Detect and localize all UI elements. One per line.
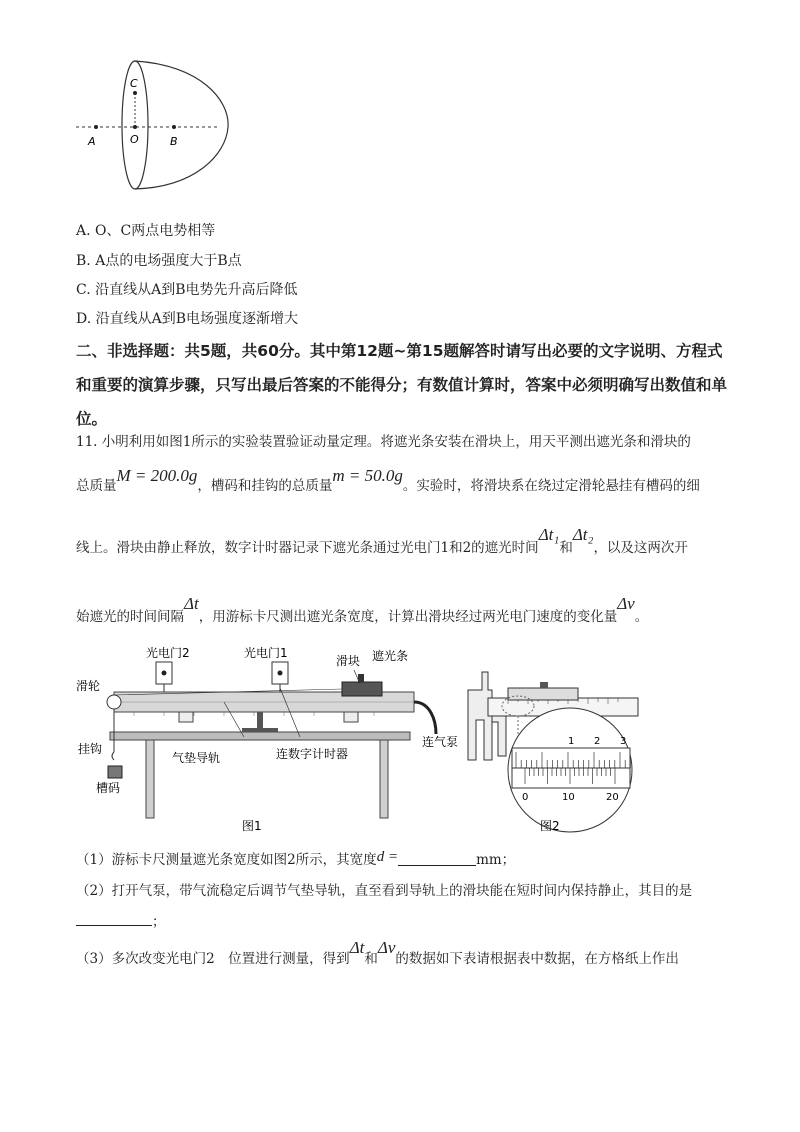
label-C: C [130, 77, 138, 90]
label-A: A [88, 135, 96, 148]
main-tick-label-2: 2 [594, 736, 601, 747]
vernier-tick-label-0: 0 [522, 792, 529, 803]
answer-blank-purpose[interactable] [76, 911, 152, 926]
point-C [133, 91, 137, 95]
point-B [172, 125, 176, 129]
q11-line4: 始遮光的时间间隔Δt，用游标卡尺测出遮光条宽度，计算出滑块经过两光电门速度的变化量Δv。 [76, 594, 649, 625]
point-O [133, 125, 137, 129]
q11-sub2-answer: ； [76, 910, 166, 930]
q11-sub2: （2）打开气泵，带气流稳定后调节气垫导轨，直至看到导轨上的滑块能在短时间内保持静止，其目的是 [76, 883, 693, 899]
label-O: O [130, 133, 139, 146]
label-pump: 连气泵 [422, 735, 459, 749]
figure2-caption: 图2 [540, 819, 560, 833]
hemisphere-surface [135, 61, 228, 189]
option-b: B. A点的电场强度大于B点 [76, 253, 242, 269]
label-gate1: 光电门1 [244, 646, 288, 660]
q11-line1: 11. 小明利用如图1所示的实验装置验证动量定理。将遮光条安装在滑块上，用天平测出遮光条和滑块的 [76, 434, 691, 450]
caliper-slide [508, 688, 578, 700]
table-top [110, 732, 410, 740]
q11-sub1: （1）游标卡尺测量遮光条宽度如图2所示，其宽度d = mm； [76, 849, 516, 868]
caliper-moving-jaw [492, 716, 506, 756]
label-pulley: 滑轮 [76, 679, 101, 693]
table-leg-right [380, 740, 388, 818]
vernier-tick-label-20: 20 [606, 792, 619, 803]
pulley [107, 695, 121, 709]
main-tick-label-3: 3 [620, 736, 627, 747]
section-header: 二、非选择题：共5题，共60分。其中第12题~第15题解答时请写出必要的文字说明、方程式和重要的演算步骤，只写出最后答案的不能得分；有数值计算时，答案中必须明确写出数值和单位。 [76, 342, 728, 428]
option-d: D. 沿直线从A到B电场强度逐渐增大 [76, 311, 299, 327]
label-gate2: 光电门2 [146, 646, 190, 660]
hanging-weight [108, 766, 122, 778]
option-c: C. 沿直线从A到B电势先升高后降低 [76, 282, 298, 298]
q11-sub3: （3）多次改变光电门2 位置进行测量，得到Δt和Δv的数据如下表请根据表中数据，在方格纸上作出 [76, 938, 679, 967]
hemisphere-figure [70, 55, 240, 195]
table-leg-left [146, 740, 154, 818]
label-B: B [170, 135, 178, 148]
slider-block [342, 682, 382, 696]
label-hook: 挂钩 [78, 742, 103, 756]
main-tick-label-1: 1 [568, 736, 575, 747]
pump-hose [414, 702, 436, 734]
label-shade: 遮光条 [372, 649, 409, 663]
label-track: 气垫导轨 [172, 751, 221, 765]
label-weight: 槽码 [96, 781, 121, 795]
figure1-caption: 图1 [242, 819, 262, 833]
option-a: A. O、C两点电势相等 [76, 223, 216, 239]
answer-blank-d[interactable] [398, 851, 476, 866]
figure2-caliper [458, 660, 648, 835]
label-slider: 滑块 [336, 654, 361, 668]
label-timer: 连数字计时器 [276, 747, 349, 761]
q11-line3: 线上。滑块由静止释放，数字计时器记录下遮光条通过光电门1和2的遮光时间Δt₁和Δt₂，以及这两次开 [76, 525, 688, 556]
vernier-tick-label-10: 10 [562, 792, 575, 803]
point-A [94, 125, 98, 129]
figure1-apparatus [74, 640, 464, 835]
q11-line2: 总质量M = 200.0g，槽码和挂钩的总质量m = 50.0g。实验时，将滑块系在绕过定滑轮悬挂有槽码的细 [76, 466, 700, 494]
